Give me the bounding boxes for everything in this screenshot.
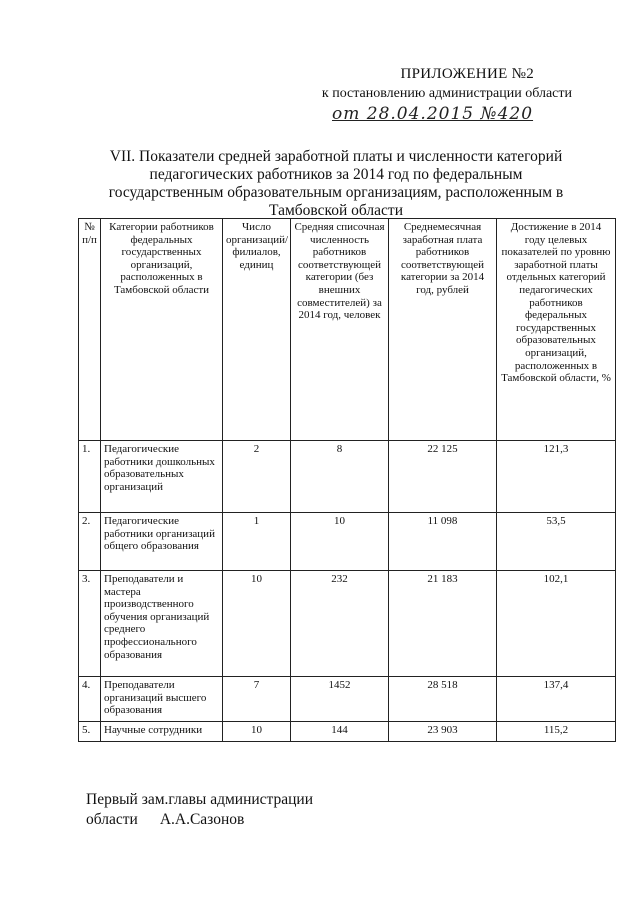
handwritten-date-number: от 28.04.2015 №420 [332,104,534,124]
row-salary: 22 125 [389,441,497,513]
row-staff: 1452 [291,677,389,722]
row-salary: 23 903 [389,722,497,742]
row-achievement: 121,3 [497,441,616,513]
row-number: 2. [79,513,101,571]
row-achievement: 115,2 [497,722,616,742]
row-staff: 8 [291,441,389,513]
table-row [79,677,616,722]
row-category: Преподаватели и мастера производственного обучения организаций среднего профессионального образования [101,571,223,677]
row-achievement: 53,5 [497,513,616,571]
signature-name: А.А.Сазонов [159,811,245,828]
row-number: 1. [79,441,101,513]
header-category: Категории работников федеральных государственных организаций, расположенных в Тамбовской области [101,219,223,441]
row-achievement: 102,1 [497,571,616,677]
row-staff: 10 [291,513,389,571]
header-number: № п/п [79,219,101,441]
row-number: 5. [79,722,101,742]
row-number: 3. [79,571,101,677]
row-orgs: 1 [223,513,291,571]
indicators-table [78,218,616,742]
document-title: VII. Показатели средней заработной платы и численности категорий педагогических работников за 2014 год по федеральным государственным образовательным организациям, расположенным в Тамбовской области [108,148,564,219]
row-salary: 28 518 [389,677,497,722]
table-row [79,722,616,742]
row-achievement: 137,4 [497,677,616,722]
row-staff: 232 [291,571,389,677]
row-number: 4. [79,677,101,722]
row-category: Педагогические работники дошкольных образовательных организаций [101,441,223,513]
row-orgs: 7 [223,677,291,722]
table-row [79,513,616,571]
row-category: Педагогические работники организаций общего образования [101,513,223,571]
row-orgs: 10 [223,722,291,742]
header-achievement: Достижение в 2014 году целевых показателей по уровню заработной платы отдельных категорий педагогических работников федеральных государственных образовательных организаций, расположенных в Тамбовской области, % [497,219,616,441]
row-category: Преподаватели организаций высшего образования [101,677,223,722]
signature-position: Первый зам.главы администрации [86,791,314,808]
table-row [79,441,616,513]
signature-region: области [86,811,138,828]
header-staff: Средняя списочная численность работников соответствующей категории (без внешних совместителей) за 2014 год, человек [291,219,389,441]
header-salary: Среднемесячная заработная плата работников соответствующей категории за 2014 год, рублей [389,219,497,441]
row-orgs: 2 [223,441,291,513]
row-staff: 144 [291,722,389,742]
row-salary: 21 183 [389,571,497,677]
row-category: Научные сотрудники [101,722,223,742]
appendix-subtitle: к постановлению администрации области [321,86,572,101]
table-row [79,571,616,677]
appendix-title: ПРИЛОЖЕНИЕ №2 [400,66,534,82]
header-orgs: Число организаций/ филиалов, единиц [223,219,291,441]
row-salary: 11 098 [389,513,497,571]
row-orgs: 10 [223,571,291,677]
signature-block [86,790,313,830]
